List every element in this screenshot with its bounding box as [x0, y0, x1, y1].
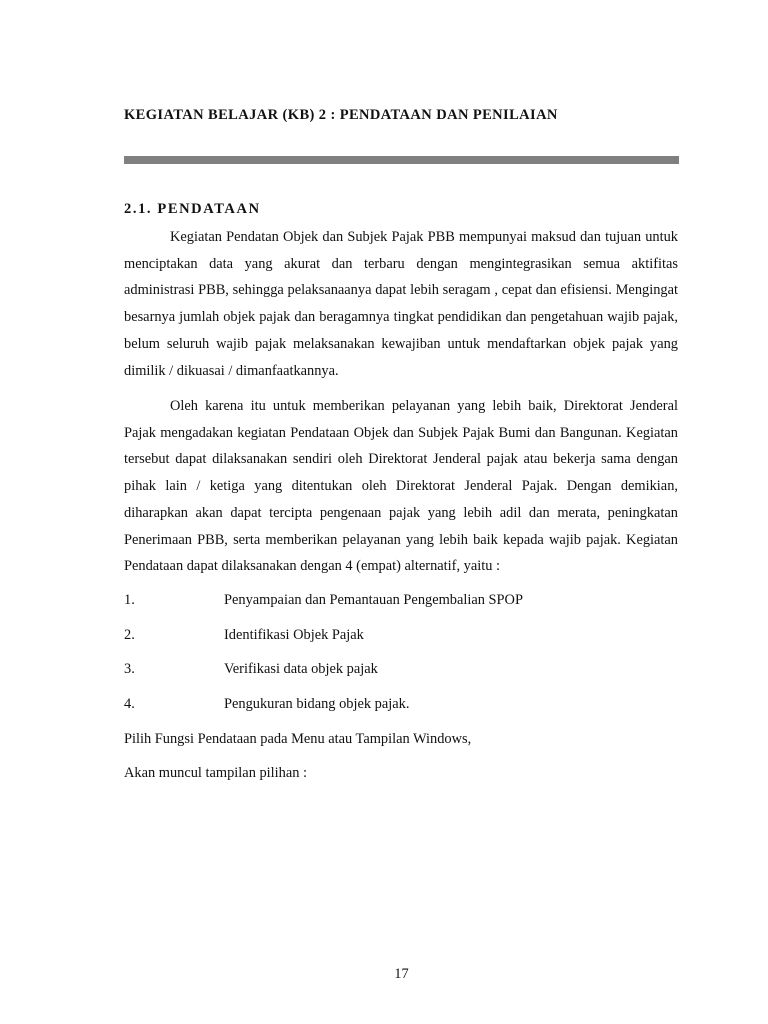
list-item-text: Verifikasi data objek pajak	[224, 661, 378, 677]
section-title: 2.1. PENDATAAN	[124, 201, 261, 217]
list-item-text: Penyampaian dan Pemantauan Pengembalian SPOP	[224, 592, 523, 608]
list-item-number: 3.	[124, 661, 135, 677]
list-item	[124, 589, 678, 624]
list-item	[124, 658, 678, 693]
instruction-line: Pilih Fungsi Pendataan pada Menu atau Tampilan Windows,	[124, 731, 472, 747]
paragraph-intro: Kegiatan Pendatan Objek dan Subjek Pajak PBB mempunyai maksud dan tujuan untuk menciptakan data yang akurat dan terbaru dengan mengintegrasikan semua aktifitas administrasi PBB, sehingga pelaksanaanya dapat lebih seragam , cepat dan efisiensi. Mengingat besarnya jumlah objek pajak dan beragamnya tingkat pendidikan dan pengetahuan wajib pajak, belum seluruh wajib pajak melaksanakan kewajiban untuk mendaftarkan objek pajak yang dimilik / dikuasai / dimanfaatkannya.	[124, 229, 678, 379]
paragraph-purpose: Oleh karena itu untuk memberikan pelayanan yang lebih baik, Direktorat Jenderal Pajak mengadakan kegiatan Pendataan Objek dan Subjek Pajak Bumi dan Bangunan. Kegiatan tersebut dapat dilaksanakan sendiri oleh Direktorat Jenderal pajak atau bekerja sama dengan pihak lain / ketiga yang ditentukan oleh Direktorat Jenderal Pajak. Dengan demikian, diharapkan akan dapat tercipta pengenaan pajak yang lebih adil dan merata, peningkatan Penerimaan PBB, serta memberikan pelayanan yang lebih baik kepada wajib pajak. Kegiatan Pendataan dapat dilaksanakan dengan 4 (empat) alternatif, yaitu :	[124, 398, 678, 575]
list-item-number: 1.	[124, 592, 135, 608]
list-item-text: Identifikasi Objek Pajak	[224, 626, 364, 643]
header-divider	[124, 156, 679, 164]
list-item-number: 2.	[124, 626, 135, 643]
list-item	[124, 693, 678, 728]
list-item-number: 4.	[124, 695, 135, 712]
list-item	[124, 624, 678, 659]
alternatives-list	[124, 589, 678, 727]
chapter-title: KEGIATAN BELAJAR (KB) 2 : PENDATAAN DAN PENILAIAN	[124, 107, 558, 123]
instruction-line: Akan muncul tampilan pilihan :	[124, 765, 308, 781]
list-item-text: Pengukuran bidang objek pajak.	[224, 695, 410, 712]
page-number: 17	[394, 966, 409, 982]
